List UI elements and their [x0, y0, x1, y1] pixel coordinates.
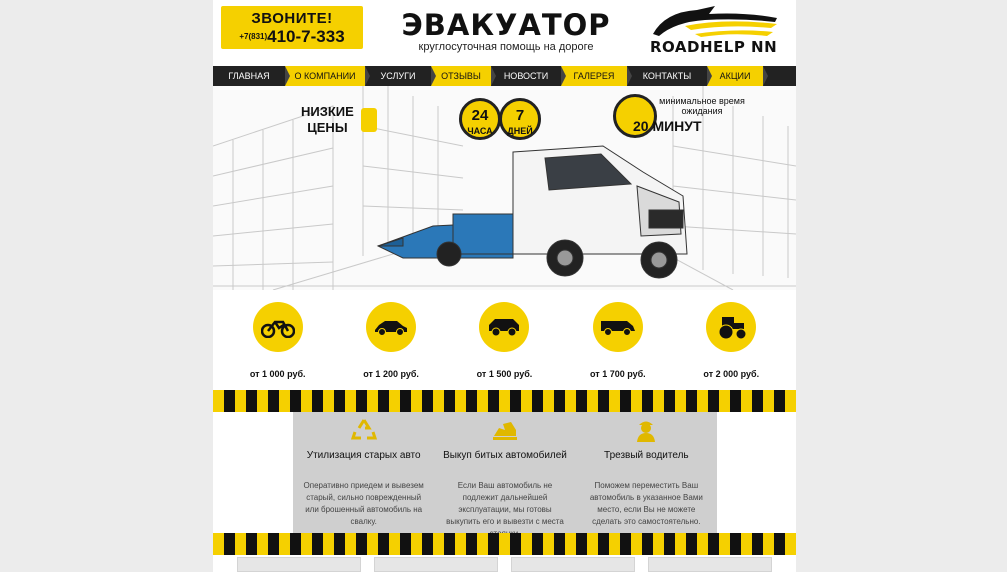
- price-item-van[interactable]: [568, 290, 668, 390]
- price-sedan: от 1 200 руб.: [363, 369, 419, 379]
- phone-digits: 410-7-333: [267, 27, 345, 46]
- call-box[interactable]: [221, 6, 363, 49]
- gallery-thumb[interactable]: [511, 557, 635, 572]
- price-item-motorcycle[interactable]: [228, 290, 328, 390]
- price-list: [213, 290, 796, 390]
- van-icon: [593, 302, 643, 352]
- price-tractor: от 2 000 руб.: [703, 369, 760, 379]
- service-buyout[interactable]: [434, 412, 575, 533]
- hazard-stripe-bottom: [213, 533, 796, 555]
- nav-item-home[interactable]: ГЛАВНАЯ: [213, 66, 285, 86]
- days-number: 7: [515, 107, 525, 124]
- nav-item-reviews[interactable]: ОТЗЫВЫ: [431, 66, 491, 86]
- price-item-sedan[interactable]: [341, 290, 441, 390]
- service-title: Трезвый водитель: [604, 450, 689, 461]
- main-nav: [213, 66, 796, 86]
- nav-item-services[interactable]: УСЛУГИ: [365, 66, 431, 86]
- suv-icon: [479, 302, 529, 352]
- motorcycle-icon: [253, 302, 303, 352]
- hours-word: ЧАСА: [467, 126, 493, 136]
- gallery-thumb[interactable]: [648, 557, 772, 572]
- call-title: ЗВОНИТЕ!: [251, 10, 333, 27]
- logo-car-icon: [645, 4, 785, 40]
- low-prices-line2: ЦЕНЫ: [307, 120, 348, 135]
- days-badge: [499, 98, 541, 140]
- low-prices-line1: НИЗКИЕ: [301, 104, 354, 119]
- nav-item-news[interactable]: НОВОСТИ: [491, 66, 561, 86]
- service-description: Если Ваш автомобиль не подлежит дальнейшей эксплуатации, мы готовы выкупить его и вывезти с места: [446, 481, 564, 526]
- services-block: [293, 412, 717, 533]
- service-recycling[interactable]: [293, 412, 434, 533]
- nav-item-contacts[interactable]: КОНТАКТЫ: [627, 66, 707, 86]
- days-word: ДНЕЙ: [507, 126, 533, 136]
- driver-icon: [576, 418, 717, 444]
- low-prices-label: [301, 104, 354, 136]
- broken-car-icon: [434, 418, 575, 444]
- price-motorcycle: от 1 000 руб.: [249, 369, 306, 379]
- price-suv: от 1 500 руб.: [476, 369, 533, 379]
- gallery-preview: [213, 557, 796, 572]
- price-van: от 1 700 руб.: [590, 369, 646, 379]
- logo-text: ROADHELP NN: [650, 38, 778, 56]
- hazard-stripe-top: [213, 390, 796, 412]
- hero-banner: [213, 86, 796, 290]
- tow-truck: [378, 146, 687, 278]
- recycle-icon: [293, 418, 434, 444]
- wait-time-label: минимальное время ожидания: [659, 96, 745, 116]
- gallery-thumb[interactable]: [374, 557, 498, 572]
- logo[interactable]: [645, 4, 785, 60]
- site-title: ЭВАКУАТОР: [401, 8, 611, 42]
- site-title-block: [401, 10, 611, 53]
- nav-item-promotions[interactable]: АКЦИИ: [707, 66, 763, 86]
- service-sober-driver[interactable]: [576, 412, 717, 533]
- price-item-suv[interactable]: [454, 290, 554, 390]
- tractor-icon: [706, 302, 756, 352]
- nav-item-about[interactable]: О КОМПАНИИ: [285, 66, 365, 86]
- service-title: Выкуп битых автомобилей: [443, 450, 567, 461]
- site-subtitle: круглосуточная помощь на дороге: [418, 41, 594, 53]
- price-item-tractor[interactable]: [681, 290, 781, 390]
- hours-number: 24: [471, 107, 489, 124]
- gallery-thumb[interactable]: [237, 557, 361, 572]
- nav-item-gallery[interactable]: ГАЛЕРЕЯ: [561, 66, 627, 86]
- wait-time-value: 20 МИНУТ: [633, 118, 702, 134]
- service-description: Оперативно приедем и вывезем старый, сильно поврежденный или брошенный автомобиль на свалку.: [303, 481, 424, 526]
- phone-prefix: +7(831): [239, 32, 268, 41]
- hours-badge: [459, 98, 501, 140]
- page: [213, 0, 796, 572]
- header: [213, 0, 796, 66]
- wallet-icon: [361, 108, 377, 132]
- service-description: Поможем переместить Ваш автомобиль в указанное Вами место, если Вы не можете сделать это самостоятельно.: [589, 481, 703, 526]
- service-title: Утилизация старых авто: [306, 450, 421, 461]
- phone-number[interactable]: [221, 28, 363, 46]
- sedan-icon: [366, 302, 416, 352]
